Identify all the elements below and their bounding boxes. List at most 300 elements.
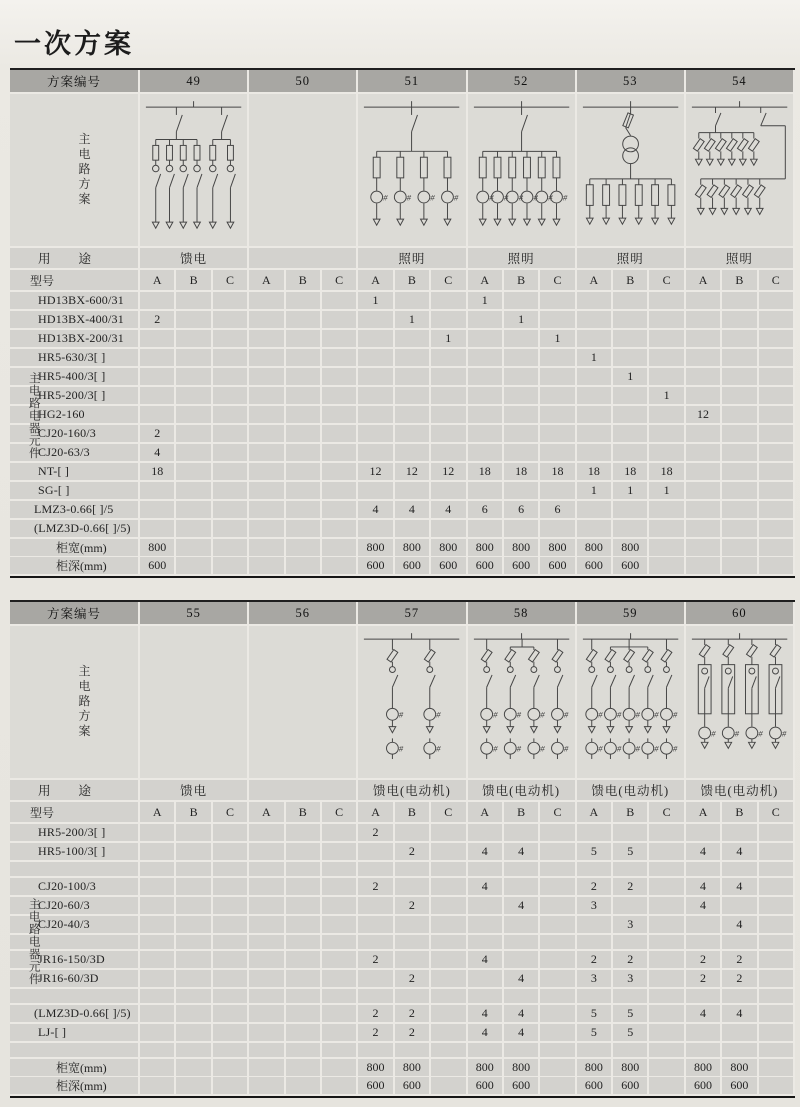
subcol-header-50-B: B — [286, 270, 322, 292]
qty-cell — [686, 482, 722, 501]
qty-cell — [577, 989, 613, 1005]
usage-cell-56 — [249, 780, 358, 802]
qty-cell — [358, 843, 394, 862]
qty-cell — [176, 520, 212, 539]
qty-cell — [613, 425, 649, 444]
qty-cell — [286, 406, 322, 425]
qty-cell — [686, 330, 722, 349]
qty-cell: 4 — [722, 916, 758, 935]
qty-cell: 2 — [686, 970, 722, 989]
qty-cell — [431, 368, 467, 387]
qty-cell — [249, 292, 285, 311]
qty-cell — [504, 330, 540, 349]
qty-cell — [395, 349, 431, 368]
model-name: (LMZ3D-0.66[ ]/5) — [10, 1005, 140, 1024]
scheme-table-49-54 — [10, 68, 795, 578]
qty-cell — [649, 935, 685, 951]
svg-text:#: # — [436, 743, 441, 754]
qty-cell — [722, 425, 758, 444]
qty-cell — [649, 520, 685, 539]
qty-cell: 4 — [431, 501, 467, 520]
qty-cell — [649, 951, 685, 970]
model-name: (LMZ3D-0.66[ ]/5) — [10, 520, 140, 539]
qty-cell — [358, 330, 394, 349]
qty-cell — [540, 862, 576, 878]
qty-cell — [286, 368, 322, 387]
scheme-number-header: 59 — [577, 602, 686, 626]
diagram-cell-scheme-51 — [358, 94, 467, 248]
qty-cell — [613, 311, 649, 330]
qty-cell — [613, 897, 649, 916]
qty-cell — [213, 368, 249, 387]
usage-cell-55: 馈电 — [140, 780, 249, 802]
qty-cell — [686, 862, 722, 878]
dimension-cell — [431, 1059, 467, 1078]
qty-cell — [540, 292, 576, 311]
qty-cell — [759, 878, 795, 897]
qty-cell — [322, 444, 358, 463]
qty-cell — [613, 935, 649, 951]
svg-text:#: # — [597, 743, 603, 754]
dimension-cell — [286, 1077, 322, 1096]
svg-text:#: # — [635, 709, 640, 720]
qty-cell: 2 — [722, 970, 758, 989]
qty-cell — [140, 970, 176, 989]
qty-cell — [176, 368, 212, 387]
qty-cell — [722, 330, 758, 349]
qty-cell — [395, 951, 431, 970]
svg-text:#: # — [672, 709, 677, 720]
qty-cell: 4 — [686, 897, 722, 916]
qty-cell — [686, 463, 722, 482]
qty-cell — [468, 897, 504, 916]
qty-cell — [322, 311, 358, 330]
qty-cell — [140, 989, 176, 1005]
qty-cell — [395, 406, 431, 425]
subcol-header-53-C: C — [649, 270, 685, 292]
qty-cell — [213, 444, 249, 463]
qty-cell — [722, 989, 758, 1005]
qty-cell — [759, 951, 795, 970]
qty-cell — [358, 444, 394, 463]
qty-cell — [722, 897, 758, 916]
qty-cell — [759, 1043, 795, 1059]
qty-cell — [140, 482, 176, 501]
qty-cell: 4 — [686, 878, 722, 897]
qty-cell — [395, 935, 431, 951]
qty-cell — [249, 387, 285, 406]
qty-cell — [431, 425, 467, 444]
qty-cell — [431, 897, 467, 916]
svg-text:#: # — [616, 709, 621, 720]
qty-cell — [358, 989, 394, 1005]
qty-cell — [213, 520, 249, 539]
svg-text:#: # — [547, 192, 553, 203]
qty-cell — [686, 916, 722, 935]
dimension-cell: 600 — [468, 1077, 504, 1096]
qty-cell — [759, 292, 795, 311]
qty-cell — [686, 989, 722, 1005]
qty-cell — [468, 482, 504, 501]
qty-cell — [358, 935, 394, 951]
qty-cell — [759, 349, 795, 368]
qty-cell — [686, 292, 722, 311]
dimension-cell — [249, 1059, 285, 1078]
qty-cell: 1 — [577, 349, 613, 368]
dimension-cell: 600 — [540, 557, 576, 576]
qty-cell — [468, 862, 504, 878]
qty-cell — [540, 989, 576, 1005]
qty-cell — [431, 1043, 467, 1059]
qty-cell — [540, 1043, 576, 1059]
usage-cell-51: 照明 — [358, 248, 467, 270]
qty-cell — [468, 406, 504, 425]
qty-cell — [649, 989, 685, 1005]
model-name: CJ20-60/3 — [10, 897, 140, 916]
qty-cell: 3 — [577, 897, 613, 916]
qty-cell: 2 — [395, 897, 431, 916]
qty-cell — [613, 330, 649, 349]
qty-cell — [322, 425, 358, 444]
qty-cell — [613, 862, 649, 878]
qty-cell — [395, 482, 431, 501]
scheme-number-header-label: 方案编号 — [10, 602, 140, 626]
qty-cell — [613, 501, 649, 520]
qty-cell — [176, 482, 212, 501]
qty-cell — [468, 989, 504, 1005]
dimension-cell: 800 — [504, 1059, 540, 1078]
qty-cell — [286, 520, 322, 539]
qty-cell — [322, 1043, 358, 1059]
diagram-row-label: 主电路方案 — [77, 664, 91, 740]
scheme-number-header: 55 — [140, 602, 249, 626]
qty-cell — [759, 368, 795, 387]
qty-cell — [286, 824, 322, 843]
qty-cell — [649, 843, 685, 862]
dimension-cell: 600 — [722, 1077, 758, 1096]
qty-cell — [468, 824, 504, 843]
model-name: NT-[ ] — [10, 463, 140, 482]
qty-cell — [468, 311, 504, 330]
qty-cell — [431, 1005, 467, 1024]
subcol-header-55-B: B — [176, 802, 212, 824]
qty-cell: 1 — [649, 482, 685, 501]
qty-cell: 18 — [468, 463, 504, 482]
qty-cell — [613, 989, 649, 1005]
qty-cell: 4 — [504, 843, 540, 862]
qty-cell — [395, 989, 431, 1005]
qty-cell — [577, 292, 613, 311]
qty-cell — [649, 897, 685, 916]
qty-cell: 1 — [358, 292, 394, 311]
qty-cell — [322, 989, 358, 1005]
qty-cell — [140, 824, 176, 843]
qty-cell — [577, 520, 613, 539]
qty-cell — [395, 1043, 431, 1059]
main-circuit-diagram-58 — [468, 626, 575, 778]
qty-cell — [249, 970, 285, 989]
dimension-cell: 600 — [358, 557, 394, 576]
subcol-header-55-C: C — [213, 802, 249, 824]
subcol-header-53-A: A — [577, 270, 613, 292]
subcol-header-58-B: B — [504, 802, 540, 824]
qty-cell — [504, 935, 540, 951]
qty-cell — [286, 387, 322, 406]
qty-cell — [213, 501, 249, 520]
dimension-cell — [759, 1077, 795, 1096]
scheme-number-header: 49 — [140, 70, 249, 94]
subcol-header-49-A: A — [140, 270, 176, 292]
qty-cell — [686, 425, 722, 444]
qty-cell — [577, 444, 613, 463]
qty-cell — [468, 935, 504, 951]
qty-cell: 4 — [722, 878, 758, 897]
dimension-cell — [286, 557, 322, 576]
model-row-label: 型号 — [10, 802, 140, 824]
qty-cell: 6 — [504, 501, 540, 520]
qty-cell — [140, 935, 176, 951]
qty-cell — [686, 1024, 722, 1043]
model-name: LMZ3-0.66[ ]/5 — [10, 501, 140, 520]
qty-cell — [540, 951, 576, 970]
qty-cell — [540, 520, 576, 539]
qty-cell — [176, 1024, 212, 1043]
qty-cell: 2 — [395, 843, 431, 862]
qty-cell — [759, 970, 795, 989]
subcol-header-54-A: A — [686, 270, 722, 292]
qty-cell — [759, 330, 795, 349]
qty-cell — [358, 311, 394, 330]
qty-cell: 18 — [504, 463, 540, 482]
qty-cell: 5 — [577, 1024, 613, 1043]
subcol-header-60-C: C — [759, 802, 795, 824]
qty-cell — [540, 824, 576, 843]
qty-cell — [286, 1043, 322, 1059]
qty-cell — [395, 387, 431, 406]
subcol-header-57-A: A — [358, 802, 394, 824]
subcol-header-54-C: C — [759, 270, 795, 292]
qty-cell — [176, 970, 212, 989]
qty-cell — [213, 387, 249, 406]
model-name: HD13BX-400/31 — [10, 311, 140, 330]
dimension-cell: 800 — [395, 1059, 431, 1078]
qty-cell — [431, 916, 467, 935]
usage-cell-52: 照明 — [468, 248, 577, 270]
qty-cell — [468, 368, 504, 387]
qty-cell — [249, 862, 285, 878]
qty-cell: 5 — [577, 1005, 613, 1024]
qty-cell — [613, 406, 649, 425]
qty-cell — [577, 824, 613, 843]
diagram-cell-scheme-50 — [249, 94, 358, 248]
qty-cell: 12 — [395, 463, 431, 482]
qty-cell — [722, 482, 758, 501]
model-row-label: 型号 — [10, 270, 140, 292]
qty-cell — [213, 916, 249, 935]
qty-cell — [213, 463, 249, 482]
qty-cell — [468, 444, 504, 463]
qty-cell — [540, 897, 576, 916]
qty-cell — [504, 368, 540, 387]
model-name: CJ20-40/3 — [10, 916, 140, 935]
qty-cell — [140, 1005, 176, 1024]
model-name: HD13BX-200/31 — [10, 330, 140, 349]
dimension-cell: 800 — [722, 1059, 758, 1078]
model-name: CJ20-160/3 — [10, 425, 140, 444]
model-name: HR5-200/3[ ] — [10, 824, 140, 843]
qty-cell — [649, 1005, 685, 1024]
qty-cell — [140, 368, 176, 387]
qty-cell: 4 — [140, 444, 176, 463]
qty-cell — [213, 1024, 249, 1043]
qty-cell — [722, 368, 758, 387]
qty-cell — [613, 1043, 649, 1059]
dimension-cell: 800 — [577, 539, 613, 558]
qty-cell: 2 — [358, 878, 394, 897]
svg-text:#: # — [672, 743, 677, 754]
scheme-number-header: 54 — [686, 70, 795, 94]
dimension-cell: 600 — [140, 557, 176, 576]
qty-cell — [722, 501, 758, 520]
scheme-number-header: 51 — [358, 70, 467, 94]
qty-cell — [649, 862, 685, 878]
svg-text:#: # — [710, 728, 716, 739]
qty-cell — [722, 292, 758, 311]
diagram-cell-scheme-53 — [577, 94, 686, 248]
qty-cell — [613, 349, 649, 368]
qty-cell — [140, 349, 176, 368]
qty-cell — [613, 387, 649, 406]
qty-cell — [504, 824, 540, 843]
subcol-header-51-A: A — [358, 270, 394, 292]
qty-cell — [140, 406, 176, 425]
qty-cell — [140, 862, 176, 878]
qty-cell — [395, 878, 431, 897]
qty-cell — [540, 482, 576, 501]
side-label-main-circuit-components: 主电路电器元件 — [27, 371, 40, 460]
dimension-cell — [249, 539, 285, 558]
subcol-header-59-A: A — [577, 802, 613, 824]
dimension-cell — [322, 539, 358, 558]
qty-cell — [140, 843, 176, 862]
qty-cell — [140, 330, 176, 349]
qty-cell — [358, 897, 394, 916]
qty-cell — [649, 824, 685, 843]
qty-cell — [249, 1024, 285, 1043]
qty-cell — [395, 292, 431, 311]
dimension-cell — [649, 1059, 685, 1078]
qty-cell — [722, 349, 758, 368]
svg-text:#: # — [516, 743, 521, 754]
qty-cell — [613, 824, 649, 843]
svg-text:#: # — [597, 709, 603, 720]
qty-cell — [286, 1005, 322, 1024]
qty-cell — [759, 501, 795, 520]
qty-cell — [213, 970, 249, 989]
qty-cell: 4 — [504, 1024, 540, 1043]
qty-cell — [759, 387, 795, 406]
qty-cell — [504, 878, 540, 897]
qty-cell — [249, 916, 285, 935]
qty-cell — [759, 824, 795, 843]
qty-cell — [686, 501, 722, 520]
qty-cell — [140, 1024, 176, 1043]
model-name: HR5-100/3[ ] — [10, 843, 140, 862]
qty-cell: 18 — [649, 463, 685, 482]
dimension-cell — [213, 1059, 249, 1078]
qty-cell — [759, 425, 795, 444]
qty-cell: 1 — [613, 482, 649, 501]
svg-text:#: # — [503, 192, 508, 203]
qty-cell — [431, 989, 467, 1005]
qty-cell — [431, 292, 467, 311]
qty-cell — [577, 406, 613, 425]
qty-cell: 1 — [540, 330, 576, 349]
model-name: LJ-[ ] — [10, 1024, 140, 1043]
usage-cell-60: 馈电(电动机) — [686, 780, 795, 802]
svg-text:#: # — [383, 192, 388, 203]
model-name: HR5-400/3[ ] — [10, 368, 140, 387]
qty-cell: 4 — [395, 501, 431, 520]
qty-cell — [322, 387, 358, 406]
qty-cell — [686, 368, 722, 387]
qty-cell — [140, 501, 176, 520]
qty-cell — [249, 1043, 285, 1059]
qty-cell — [213, 935, 249, 951]
scheme-number-header: 52 — [468, 70, 577, 94]
qty-cell — [577, 1043, 613, 1059]
svg-text:#: # — [518, 192, 523, 203]
qty-cell — [431, 444, 467, 463]
scheme-number-header: 58 — [468, 602, 577, 626]
qty-cell — [249, 482, 285, 501]
qty-cell — [759, 1024, 795, 1043]
dimension-cell — [722, 539, 758, 558]
qty-cell — [213, 897, 249, 916]
qty-cell — [468, 349, 504, 368]
dimension-cell — [176, 1077, 212, 1096]
qty-cell — [431, 878, 467, 897]
qty-cell — [176, 406, 212, 425]
qty-cell: 2 — [722, 951, 758, 970]
qty-cell — [176, 330, 212, 349]
qty-cell: 2 — [395, 970, 431, 989]
main-circuit-diagram-57 — [358, 626, 465, 778]
qty-cell — [249, 824, 285, 843]
qty-cell — [540, 387, 576, 406]
scheme-number-header: 57 — [358, 602, 467, 626]
qty-cell — [322, 349, 358, 368]
qty-cell — [213, 330, 249, 349]
qty-cell: 1 — [504, 311, 540, 330]
qty-cell — [286, 897, 322, 916]
qty-cell — [322, 916, 358, 935]
qty-cell — [322, 1024, 358, 1043]
qty-cell — [176, 935, 212, 951]
subcol-header-57-B: B — [395, 802, 431, 824]
dimension-cell — [759, 539, 795, 558]
qty-cell — [759, 311, 795, 330]
qty-cell — [468, 387, 504, 406]
qty-cell — [468, 970, 504, 989]
qty-cell — [577, 501, 613, 520]
qty-cell — [431, 520, 467, 539]
qty-cell — [504, 292, 540, 311]
dimension-cell: 800 — [468, 1059, 504, 1078]
qty-cell — [540, 878, 576, 897]
qty-cell — [540, 368, 576, 387]
dimension-cell — [759, 1059, 795, 1078]
